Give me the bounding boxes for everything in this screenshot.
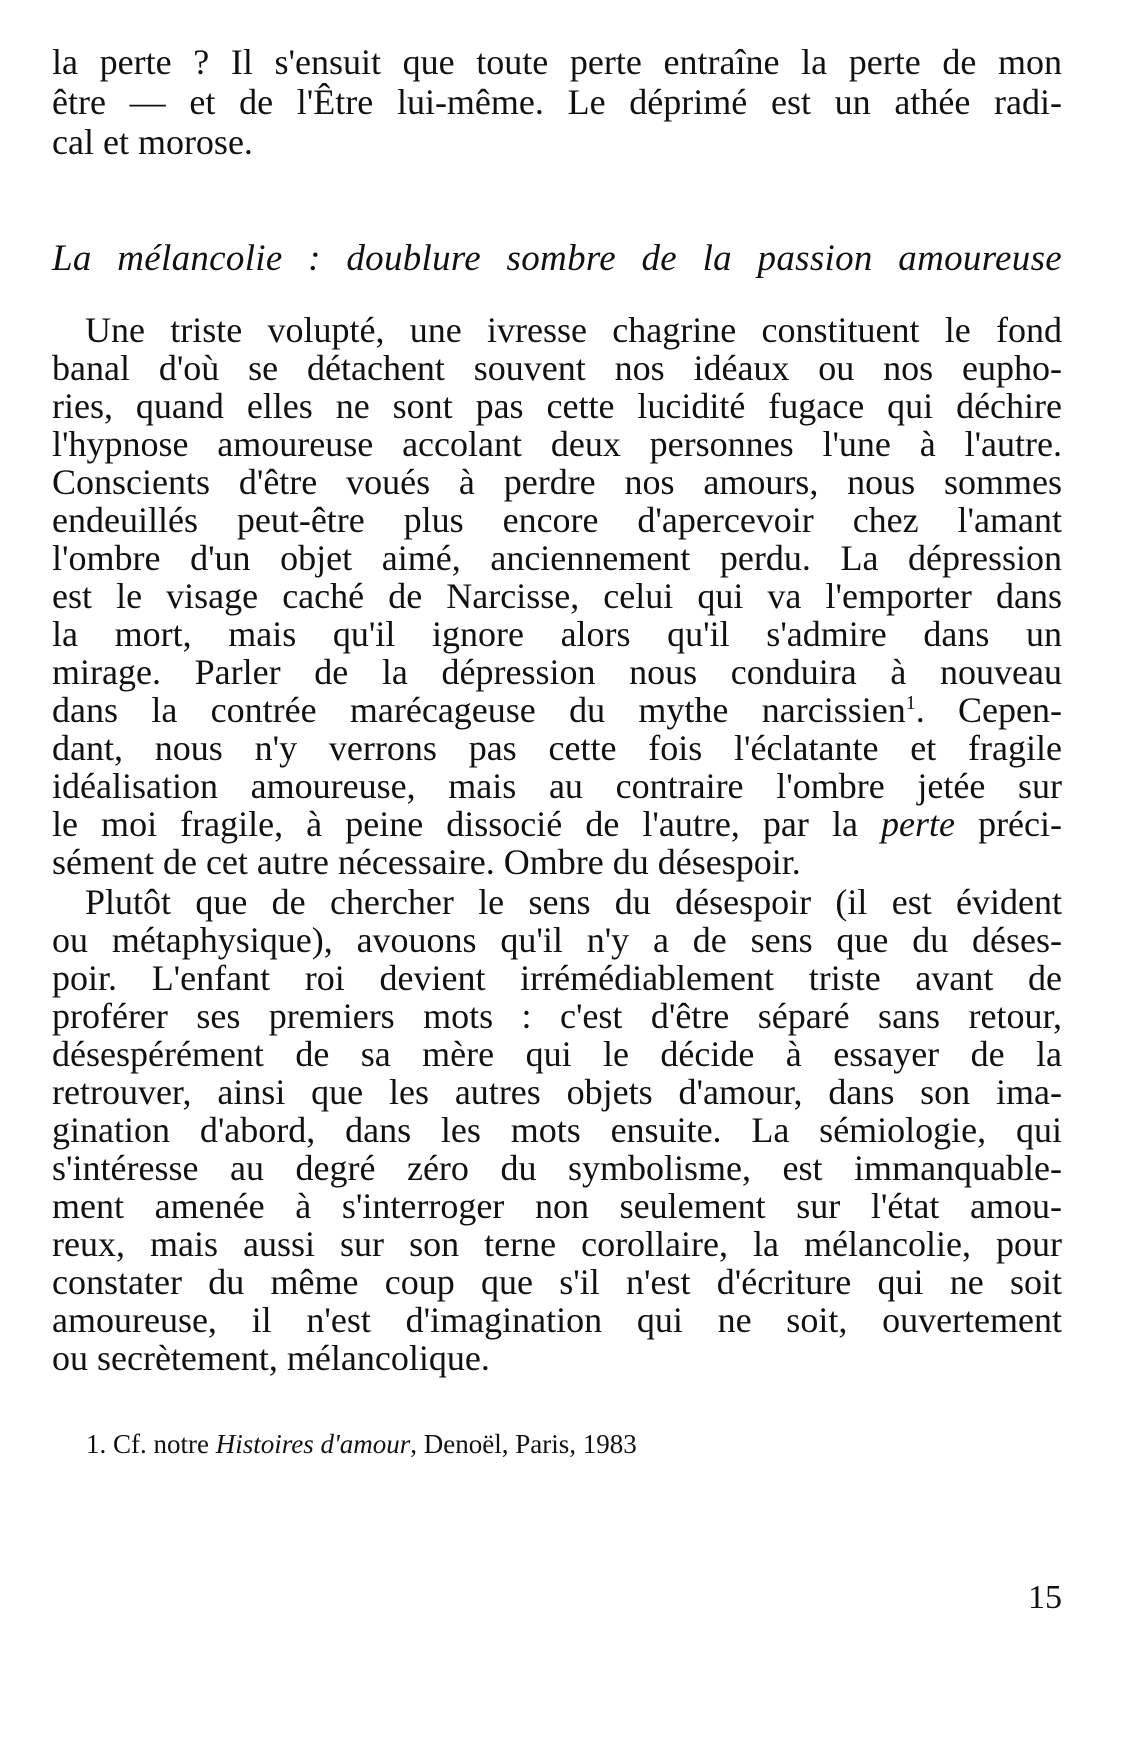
footnote-reference[interactable]: 1 bbox=[905, 692, 916, 714]
page-number: 15 bbox=[1028, 1579, 1062, 1616]
text-line: sément de cet autre nécessaire. Ombre du désespoir. bbox=[52, 842, 801, 882]
text-line: est le visage caché de Narcisse, celui qui va l'emporter dans bbox=[52, 576, 1062, 616]
text-line: poir. L'enfant roi devient irrémédiablement triste avant de bbox=[52, 958, 1062, 998]
text-line: Plutôt que de chercher le sens du désespoir (il est évident bbox=[85, 882, 1062, 922]
text-line: désespérément de sa mère qui le décide à essayer de la bbox=[52, 1034, 1062, 1074]
text-line: ou secrètement, mélancolique. bbox=[52, 1338, 490, 1378]
text-line: la mort, mais qu'il ignore alors qu'il s'admire dans un bbox=[52, 614, 1062, 654]
text-line-with-note bbox=[52, 690, 1062, 730]
text-span: préci- bbox=[954, 804, 1063, 844]
footnote-suffix: , Denoël, Paris, 1983 bbox=[410, 1429, 637, 1459]
text-line: reux, mais aussi sur son terne corollaire, la mélancolie, pour bbox=[52, 1224, 1062, 1264]
text-line: retrouver, ainsi que les autres objets d'amour, dans son ima- bbox=[52, 1072, 1062, 1112]
text-line: gination d'abord, dans les mots ensuite. La sémiologie, qui bbox=[52, 1110, 1062, 1150]
text-line: cal et morose. bbox=[52, 122, 253, 162]
text-line: ries, quand elles ne sont pas cette lucidité fugace qui déchire bbox=[52, 386, 1062, 426]
text-span: le moi fragile, à peine dissocié de l'autre, par la bbox=[52, 804, 882, 844]
text-line: Conscients d'être voués à perdre nos amours, nous sommes bbox=[52, 462, 1062, 502]
text-line: la perte ? Il s'ensuit que toute perte entraîne la perte de mon bbox=[52, 42, 1062, 82]
text-line: s'intéresse au degré zéro du symbolisme, est immanquable- bbox=[52, 1148, 1062, 1188]
text-line: être — et de l'Être lui-même. Le déprimé est un athée radi- bbox=[52, 82, 1062, 122]
text-line: banal d'où se détachent souvent nos idéaux ou nos eupho- bbox=[52, 348, 1062, 388]
text-span: . Cepen- bbox=[915, 690, 1062, 730]
text-line: constater du même coup que s'il n'est d'écriture qui ne soit bbox=[52, 1262, 1062, 1302]
section-heading: La mélancolie : doublure sombre de la passion amoureuse bbox=[52, 238, 1062, 279]
text-line: dant, nous n'y verrons pas cette fois l'éclatante et fragile bbox=[52, 728, 1062, 768]
footnote-prefix: 1. Cf. notre bbox=[86, 1429, 216, 1459]
text-line: Une triste volupté, une ivresse chagrine constituent le fond bbox=[85, 310, 1062, 350]
text-line: l'ombre d'un objet aimé, anciennement perdu. La dépression bbox=[52, 538, 1062, 578]
emphasized-word: perte bbox=[881, 804, 955, 844]
text-line: amoureuse, il n'est d'imagination qui ne soit, ouvertement bbox=[52, 1300, 1062, 1340]
text-line: ment amenée à s'interroger non seulement sur l'état amou- bbox=[52, 1186, 1062, 1226]
text-line: l'hypnose amoureuse accolant deux personnes l'une à l'autre. bbox=[52, 424, 1062, 464]
footnote-book-title: Histoires d'amour bbox=[215, 1429, 411, 1459]
text-line: idéalisation amoureuse, mais au contraire l'ombre jetée sur bbox=[52, 766, 1062, 806]
text-line: ou métaphysique), avouons qu'il n'y a de sens que du déses- bbox=[52, 920, 1062, 960]
footnote bbox=[86, 1428, 637, 1460]
text-line-with-emphasis bbox=[52, 804, 1062, 844]
text-line: endeuillés peut-être plus encore d'apercevoir chez l'amant bbox=[52, 500, 1062, 540]
text-span: dans la contrée marécageuse du mythe narcissien bbox=[52, 690, 906, 730]
text-line: proférer ses premiers mots : c'est d'être séparé sans retour, bbox=[52, 996, 1062, 1036]
text-line: mirage. Parler de la dépression nous conduira à nouveau bbox=[52, 652, 1062, 692]
